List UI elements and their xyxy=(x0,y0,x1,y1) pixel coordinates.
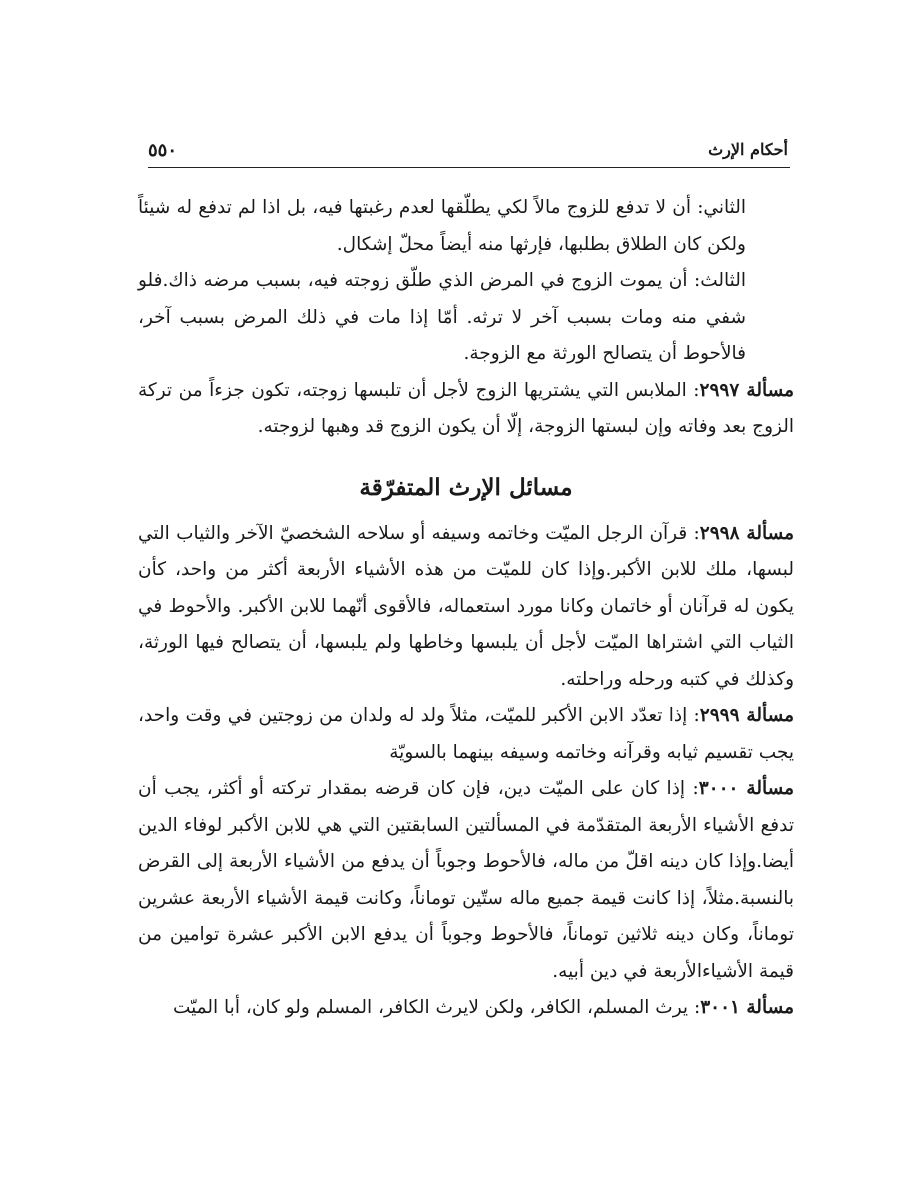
header-divider xyxy=(148,167,790,168)
masala-2999 xyxy=(138,698,794,771)
masala-text: : قرآن الرجل الميّت وخاتمه وسيفه أو سلاحه الشخصيّ الآخر والثياب التي لبسها، ملك للابن الأكبر.وإذا كان للميّت من هذه الأشياء الأربعة أكثر من واحد، كأن يكون له قرآنان أو خاتمان وكانا مورد استعماله، فالأقوى أنّهما للابن الأكبر. والأحوط في الثياب التي اشتراها الميّت لأجل أن يلبسها وخاطها ولم يلبسها، أن يتصالح فيها الورثة، وكذلك في كتبه ورحله وراحلته. xyxy=(138,522,794,690)
masala-3001 xyxy=(138,990,794,1027)
masala-2998 xyxy=(138,516,794,699)
running-title: أحكام الإرث xyxy=(708,140,788,159)
masala-text: : الملابس التي يشتريها الزوج لأجل أن تلبسها زوجته، تكون جزءاً من تركة الزوج بعد وفاته وإن لبستها الزوجة، إلّا أن يكون الزوج قد وهبها لزوجته. xyxy=(138,379,794,437)
masala-heading: مسألة ٢٩٩٧ xyxy=(699,379,795,401)
paragraph-third-condition: الثالث: أن يموت الزوج في المرض الذي طلّق زوجته فيه، بسبب مرضه ذاك.فلو شفي منه ومات بسبب آخر لا ترثه. أمّا إذا مات في ذلك المرض بسبب آخر، فالأحوط أن يتصالح الورثة مع الزوجة. xyxy=(138,270,746,364)
masala-text: : يرث المسلم، الكافر، ولكن لايرث الكافر، المسلم ولو كان، أبا الميّت xyxy=(172,997,701,1018)
masala-heading: مسألة ٣٠٠١ xyxy=(700,997,794,1018)
masala-heading: مسألة ٢٩٩٩ xyxy=(699,705,795,726)
page-body xyxy=(138,190,794,1027)
masala-3000 xyxy=(138,771,794,990)
masala-text: : إذا كان على الميّت دين، فإن كان قرضه بمقدار تركته أو أكثر، يجب أن تدفع الأشياء الأربعة المتقدّمة في المسألتين السابقتين التي هي للابن الأكبر لوفاء الدين أيضا.وإذا كان دينه اقلّ من ماله، فالأحوط وجوباً أن يدفع من الأشياء الأربعة إلى القرض بالنسبة.مثلاً، إذا كانت قيمة جميع ماله ستّين توماناً، وكانت قيمة الأشياء الأربعة عشرين توماناً، وكان دينه ثلاثين توماناً، فالأحوط وجوباً أن يدفع الابن الأكبر عشرة توامين من قيمة الأشياءالأربعة في دين أبيه. xyxy=(138,778,794,982)
masala-2997 xyxy=(138,373,794,446)
masala-heading: مسألة ٣٠٠٠ xyxy=(698,778,795,799)
paragraph-second-condition: الثاني: أن لا تدفع للزوج مالاً لكي يطلّقها لعدم رغبتها فيه، بل اذا لم تدفع له شيئاً ولكن كان الطلاق بطلبها، فإرثها منه أيضاً محلّ إشكال. xyxy=(138,197,746,255)
masala-heading: مسألة ٢٩٩٨ xyxy=(699,522,795,544)
page-number: ٥٥٠ xyxy=(148,140,178,161)
page-header xyxy=(148,140,788,168)
section-title: مسائل الإرث المتفرّقة xyxy=(359,473,573,501)
masala-text: : إذا تعدّد الابن الأكبر للميّت، مثلاً ولد له ولدان من زوجتين في وقت واحد، يجب تقسيم ثيابه وقرآنه وخاتمه وسيفه بينهما بالسويّة xyxy=(138,705,794,763)
